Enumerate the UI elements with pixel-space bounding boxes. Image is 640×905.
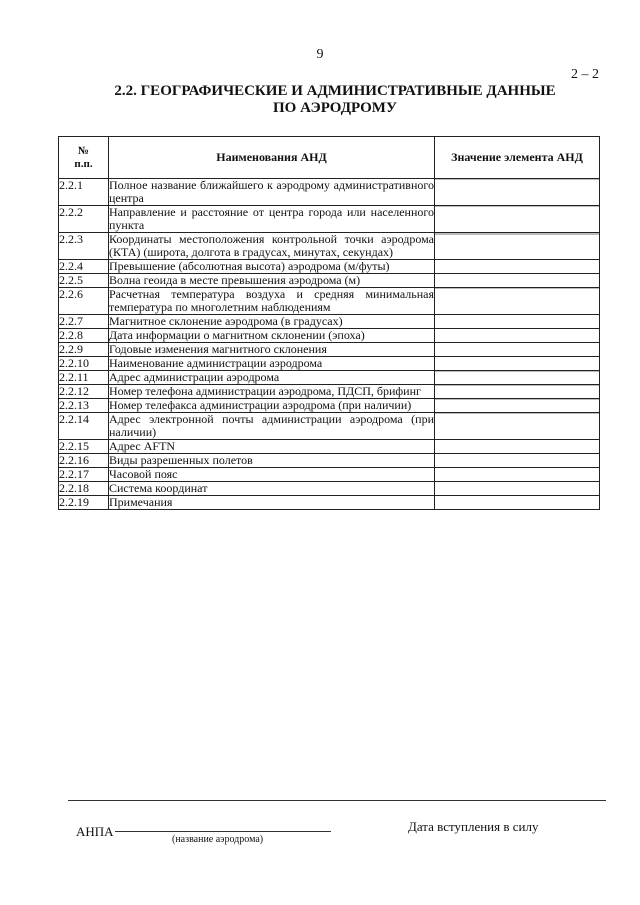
row-number: 2.2.17 xyxy=(59,468,109,482)
table-row xyxy=(59,399,600,413)
row-name: Годовые изменения магнитного склонения xyxy=(109,343,435,357)
row-name: Адрес электронной почты администрации аэродрома (при наличии) xyxy=(109,412,434,439)
value-entry-line xyxy=(435,206,599,207)
effective-date-label: Дата вступления в силу xyxy=(408,819,539,834)
row-number: 2.2.10 xyxy=(59,357,109,371)
table-row xyxy=(59,233,600,260)
row-value-cell[interactable] xyxy=(435,315,600,329)
row-value-cell[interactable] xyxy=(435,371,600,385)
row-value-cell[interactable] xyxy=(435,468,600,482)
row-name: Адрес AFTN xyxy=(109,440,435,454)
row-number: 2.2.7 xyxy=(59,315,109,329)
header-value: Значение элемента АНД xyxy=(435,137,600,179)
row-name: Волна геоида в месте превышения аэродрома (м) xyxy=(109,274,435,288)
table-row xyxy=(59,371,600,385)
row-name: Направление и расстояние от центра города или населенного пункта xyxy=(109,205,434,232)
row-value-cell[interactable] xyxy=(435,496,600,510)
row-number: 2.2.2 xyxy=(59,206,109,233)
row-value-cell[interactable] xyxy=(435,399,600,413)
row-name: Координаты местоположения контрольной точки аэродрома (КТА) (широта, долгота в градусах, минутах, секундах) xyxy=(109,232,434,259)
row-name: Адрес администрации аэродрома xyxy=(109,371,435,385)
row-number: 2.2.4 xyxy=(59,260,109,274)
header-name: Наименования АНД xyxy=(109,137,435,179)
row-name: Примечания xyxy=(109,496,435,510)
row-value-cell[interactable] xyxy=(435,260,600,274)
value-entry-line xyxy=(435,385,599,386)
anpa-label: АНПА xyxy=(76,824,114,839)
row-value-cell[interactable] xyxy=(435,206,600,233)
row-number: 2.2.14 xyxy=(59,413,109,440)
row-value-cell[interactable] xyxy=(435,329,600,343)
table-row xyxy=(59,357,600,371)
row-number: 2.2.11 xyxy=(59,371,109,385)
value-entry-line xyxy=(435,179,599,180)
row-number: 2.2.3 xyxy=(59,233,109,260)
row-name: Система координат xyxy=(109,482,435,496)
row-name: Дата информации о магнитном склонении (эпоха) xyxy=(109,329,435,343)
page-number: 9 xyxy=(316,47,324,62)
row-value-cell[interactable] xyxy=(435,274,600,288)
row-number: 2.2.15 xyxy=(59,440,109,454)
aerodrome-name-line xyxy=(115,831,331,832)
row-name: Наименование администрации аэродрома xyxy=(109,357,435,371)
row-value-cell[interactable] xyxy=(435,288,600,315)
table-row xyxy=(59,329,600,343)
value-entry-line xyxy=(435,234,599,235)
section-title-line1: 2.2. ГЕОГРАФИЧЕСКИЕ И АДМИНИСТРАТИВНЫЕ ДАННЫЕ xyxy=(114,83,556,99)
row-number: 2.2.16 xyxy=(59,454,109,468)
table-row xyxy=(59,315,600,329)
table-row xyxy=(59,440,600,454)
row-name: Номер телефакса администрации аэродрома (при наличии) xyxy=(109,399,435,413)
table-row xyxy=(59,260,600,274)
table-row xyxy=(59,413,600,440)
row-number: 2.2.8 xyxy=(59,329,109,343)
header-number-symbol: № xyxy=(77,144,90,157)
row-number: 2.2.9 xyxy=(59,343,109,357)
row-number: 2.2.1 xyxy=(59,179,109,206)
table-row xyxy=(59,468,600,482)
table-row xyxy=(59,179,600,206)
row-number: 2.2.19 xyxy=(59,496,109,510)
row-number: 2.2.6 xyxy=(59,288,109,315)
row-name: Магнитное склонение аэродрома (в градусах) xyxy=(109,315,435,329)
row-number: 2.2.18 xyxy=(59,482,109,496)
table-row xyxy=(59,343,600,357)
footer-rule xyxy=(68,800,606,801)
value-entry-line xyxy=(435,399,599,400)
table-row xyxy=(59,288,600,315)
row-name: Полное название ближайшего к аэродрому административного центра xyxy=(109,178,434,205)
aerodrome-name-caption: (название аэродрома) xyxy=(172,834,264,845)
row-name: Номер телефона администрации аэродрома, ПДСП, брифинг xyxy=(109,385,435,399)
header-number-abbr: п.п. xyxy=(74,157,93,170)
row-name: Часовой пояс xyxy=(109,468,435,482)
row-value-cell[interactable] xyxy=(435,413,600,440)
row-value-cell[interactable] xyxy=(435,179,600,206)
row-name: Превышение (абсолютная высота) аэродрома (м/футы) xyxy=(109,260,435,274)
row-value-cell[interactable] xyxy=(435,482,600,496)
sheet-code: 2 – 2 xyxy=(571,67,599,82)
table-row xyxy=(59,454,600,468)
section-title xyxy=(60,83,610,117)
table-header-row xyxy=(59,137,600,179)
row-value-cell[interactable] xyxy=(435,343,600,357)
table-row xyxy=(59,385,600,399)
row-value-cell[interactable] xyxy=(435,454,600,468)
table-row xyxy=(59,206,600,233)
value-entry-line xyxy=(435,413,599,414)
row-number: 2.2.13 xyxy=(59,399,109,413)
header-number xyxy=(59,137,109,179)
table-row xyxy=(59,482,600,496)
value-entry-line xyxy=(435,371,599,372)
row-value-cell[interactable] xyxy=(435,233,600,260)
row-value-cell[interactable] xyxy=(435,357,600,371)
and-table xyxy=(58,136,600,510)
row-value-cell[interactable] xyxy=(435,385,600,399)
row-number: 2.2.12 xyxy=(59,385,109,399)
table-row xyxy=(59,496,600,510)
row-value-cell[interactable] xyxy=(435,440,600,454)
row-name: Виды разрешенных полетов xyxy=(109,454,435,468)
section-title-line2: ПО АЭРОДРОМУ xyxy=(273,100,397,116)
row-number: 2.2.5 xyxy=(59,274,109,288)
value-entry-line xyxy=(435,288,599,289)
table-row xyxy=(59,274,600,288)
row-name: Расчетная температура воздуха и средняя минимальная температура по многолетним наблюдениям xyxy=(109,287,434,314)
